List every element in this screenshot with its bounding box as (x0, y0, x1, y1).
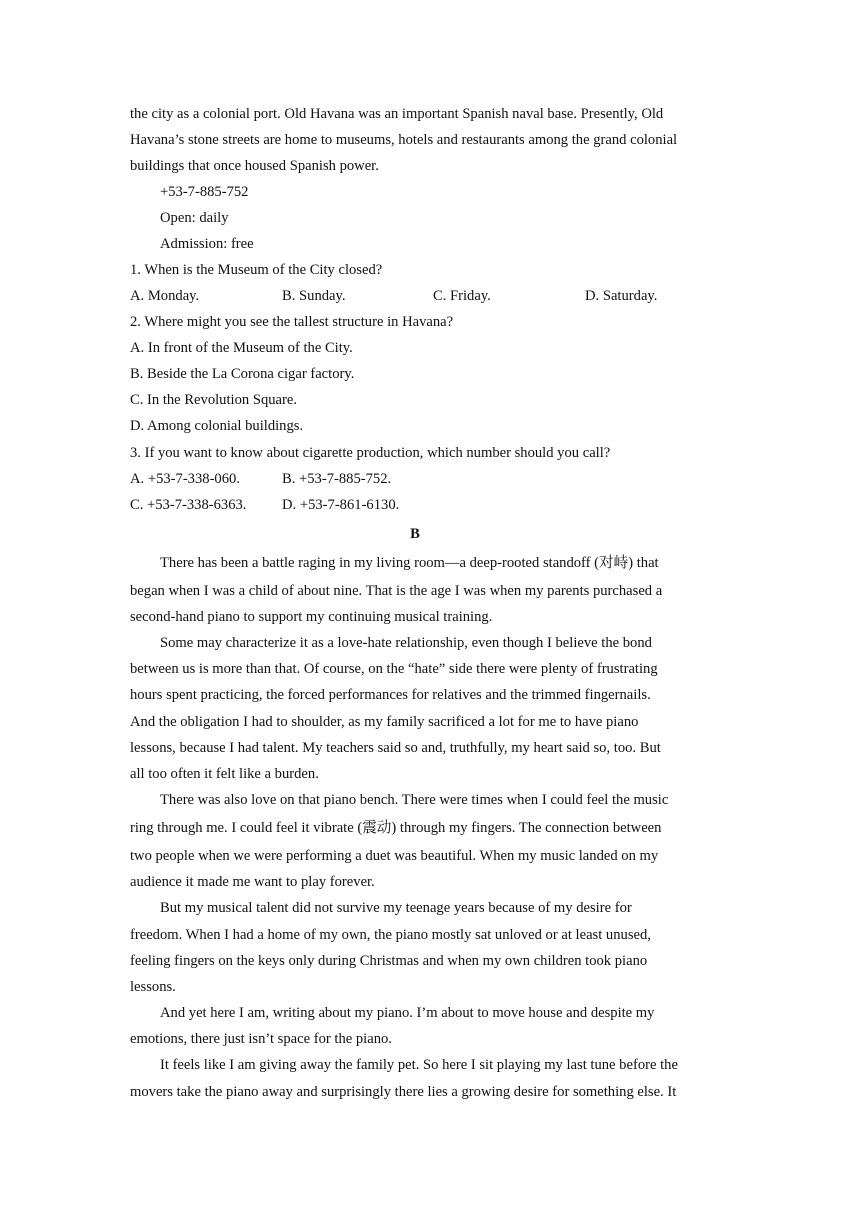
passage-line: two people when we were performing a duet was beautiful. When my music landed on my (130, 848, 659, 864)
option-a[interactable]: A. Monday. (130, 288, 200, 304)
info-open: Open: daily (160, 210, 229, 226)
passage-line: lessons, because I had talent. My teachers said so and, truthfully, my heart said so, too. But (130, 740, 661, 756)
info-phone: +53-7-885-752 (160, 184, 249, 200)
passage-line: between us is more than that. Of course, on the “hate” side there were plenty of frustrating (130, 661, 658, 677)
passage-line: Some may characterize it as a love-hate relationship, even though I believe the bond (160, 635, 652, 651)
question-stem: 3. If you want to know about cigarette production, which number should you call? (130, 445, 611, 461)
passage-line: feeling fingers on the keys only during Christmas and when my own children took piano (130, 953, 648, 969)
passage-line: movers take the piano away and surprisingly there lies a growing desire for something else. It (130, 1084, 677, 1100)
passage-line: And yet here I am, writing about my piano. I’m about to move house and despite my (160, 1005, 655, 1021)
passage-line: second-hand piano to support my continuing musical training. (130, 609, 493, 625)
option-c[interactable]: C. In the Revolution Square. (130, 392, 297, 408)
passage-line: emotions, there just isn’t space for the piano. (130, 1031, 392, 1047)
option-d[interactable]: D. Saturday. (585, 288, 658, 304)
option-c[interactable]: C. Friday. (433, 288, 491, 304)
passage-line: But my musical talent did not survive my teenage years because of my desire for (160, 900, 632, 916)
passage-line: hours spent practicing, the forced performances for relatives and the trimmed fingernails. (130, 687, 651, 703)
passage-line: It feels like I am giving away the family pet. So here I sit playing my last tune before the (160, 1057, 678, 1073)
option-c[interactable]: C. +53-7-338-6363. (130, 497, 247, 513)
passage-line: And the obligation I had to shoulder, as my family sacrificed a lot for me to have piano (130, 714, 639, 730)
passage-line: ring through me. I could feel it vibrate (震动) through my fingers. The connection between (130, 820, 662, 836)
info-admission: Admission: free (160, 236, 254, 252)
question-stem: 1. When is the Museum of the City closed? (130, 262, 383, 278)
passage-line: There was also love on that piano bench. There were times when I could feel the music (160, 792, 669, 808)
option-d[interactable]: D. +53-7-861-6130. (282, 497, 400, 513)
passage-line: freedom. When I had a home of my own, the piano mostly sat unloved or at least unused, (130, 927, 651, 943)
option-a[interactable]: A. In front of the Museum of the City. (130, 340, 353, 356)
passage-line: buildings that once housed Spanish power. (130, 158, 379, 174)
passage-line: lessons. (130, 979, 176, 995)
option-b[interactable]: B. +53-7-885-752. (282, 471, 392, 487)
passage-line: all too often it felt like a burden. (130, 766, 319, 782)
passage-line: began when I was a child of about nine. That is the age I was when my parents purchased a (130, 583, 663, 599)
passage-line: There has been a battle raging in my living room—a deep-rooted standoff (对峙) that (160, 555, 659, 571)
option-d[interactable]: D. Among colonial buildings. (130, 418, 304, 434)
passage-line: Havana’s stone streets are home to museums, hotels and restaurants among the grand colonial (130, 132, 678, 148)
passage-line: audience it made me want to play forever. (130, 874, 375, 890)
passage-line: the city as a colonial port. Old Havana was an important Spanish naval base. Presently, Old (130, 106, 664, 122)
option-b[interactable]: B. Beside the La Corona cigar factory. (130, 366, 355, 382)
question-stem: 2. Where might you see the tallest structure in Havana? (130, 314, 454, 330)
section-heading: B (410, 526, 420, 542)
option-b[interactable]: B. Sunday. (282, 288, 346, 304)
option-a[interactable]: A. +53-7-338-060. (130, 471, 240, 487)
